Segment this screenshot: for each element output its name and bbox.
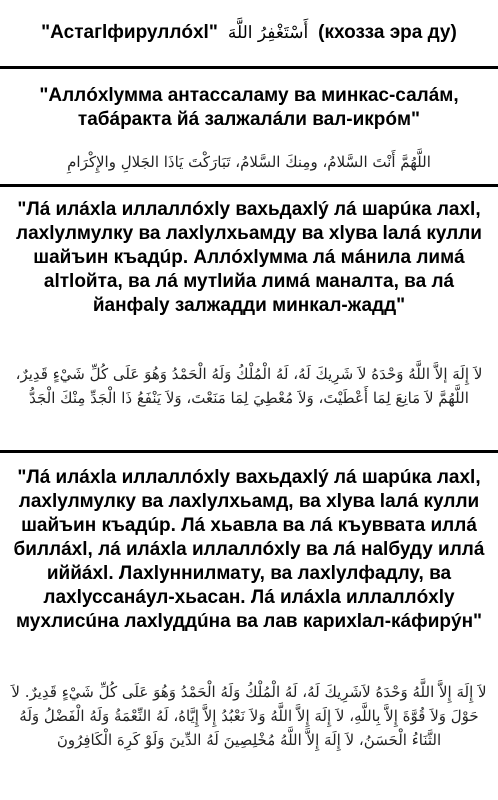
istighfar-arabic: أَسْتَغْفِرُ اللَّهَ [227, 23, 309, 43]
section2-arabic: اللَّهُمَّ أَنْتَ السَّلامُ، ومِنكَ السَّلامُ، تَبَارَكْتَ يَاذَا الجَلالِ والإِكْرَامِ [67, 153, 431, 171]
section3-arabic: لاَ إِلَهَ إلاَّ اللَّهُ وَحْدَهُ لاَ شَرِيكَ لَهُ، لَهُ الْمُلْكُ وَلَهُ الْحَمْدُ وَهُوَ عَلَى كُلِّ شَيْءٍ قَدِيرٌ، اللَّهُمَّ لاَ مَانِعَ لِمَا أَعْطَيْتَ، وَلاَ مُعْطِيَ لِمَا مَنَعْتَ، وَلاَ يَنْفَعُ ذَا الْجَدِّ مِنْكَ الْجَدُّ [15, 365, 483, 407]
section4-transliteration: "Лá илáхlа иллаллóхlу вахьдахlý лá шарúка лахl, лахlулмулку ва лахlулхьамд, ва хlува lалá кулли шайъин къадúр. Лá хьавла ва лá къуввата иллá биллáхl, лá илáхlа иллаллóхlу ва лá наlбуду иллá иййáхl. Лахlуннилмату, ва лахlулфадлу, ва лахlуссанáул-хьасан. Лá илáхlа иллаллóхlу мухлисúна лахlуддúна ва лав карихlал-кáфирýн" [13, 467, 485, 632]
istighfar-header [0, 18, 498, 48]
divider-1 [0, 66, 498, 69]
section4-arabic: لاَ إِلَهَ إِلاَّ اللَّهُ وَحْدَهُ لاَشَرِيكَ لَهُ، لَهُ الْمُلْكُ وَلَهُ الْحَمْدُ وَهُوَ عَلَى كُلِّ شَيْءٍ قَدِيرٌ. لاَ حَوْلَ وَلاَ قُوَّةَ إِلاَّ بِاللَّهِ، لاَ إِلَهَ إِلاَّ اللَّهُ وَلاَ نَعْبُدُ إِلاَّ إِيَّاهُ، لَهُ النِّعْمَةُ وَلَهُ الْفَضْلُ وَلَهُ الثَّنَاءُ الْحَسَنُ، لاَ إِلَهَ إِلاَّ اللَّهُ مُخْلِصِينَ لَهُ الدِّينَ وَلَوْ كَرِهَ الْكَافِرُونَ [11, 683, 487, 749]
divider-3 [0, 450, 498, 453]
section3-transliteration: "Лá илáхlа иллаллóхlу вахьдахlý лá шарúка лахl, лахlулмулку ва лахlулхьамду ва хlува lалá кулли шайъин къадúр. Аллóхlумма лá мáнила лимá аlтlойта, ва лá мутlийа лимá маналта, ва лá йанфаlу залжадди минкал-жадд" [16, 199, 482, 316]
section2-transliteration: "Аллóхlумма антассаламу ва минкас-салáм, табáракта йá залжалáли вал-икрóм" [39, 85, 459, 130]
divider-2 [0, 184, 498, 187]
istighfar-transliteration: "Астагlфируллóхl" [41, 22, 218, 43]
istighfar-note: (кхозза эра ду) [318, 22, 457, 43]
